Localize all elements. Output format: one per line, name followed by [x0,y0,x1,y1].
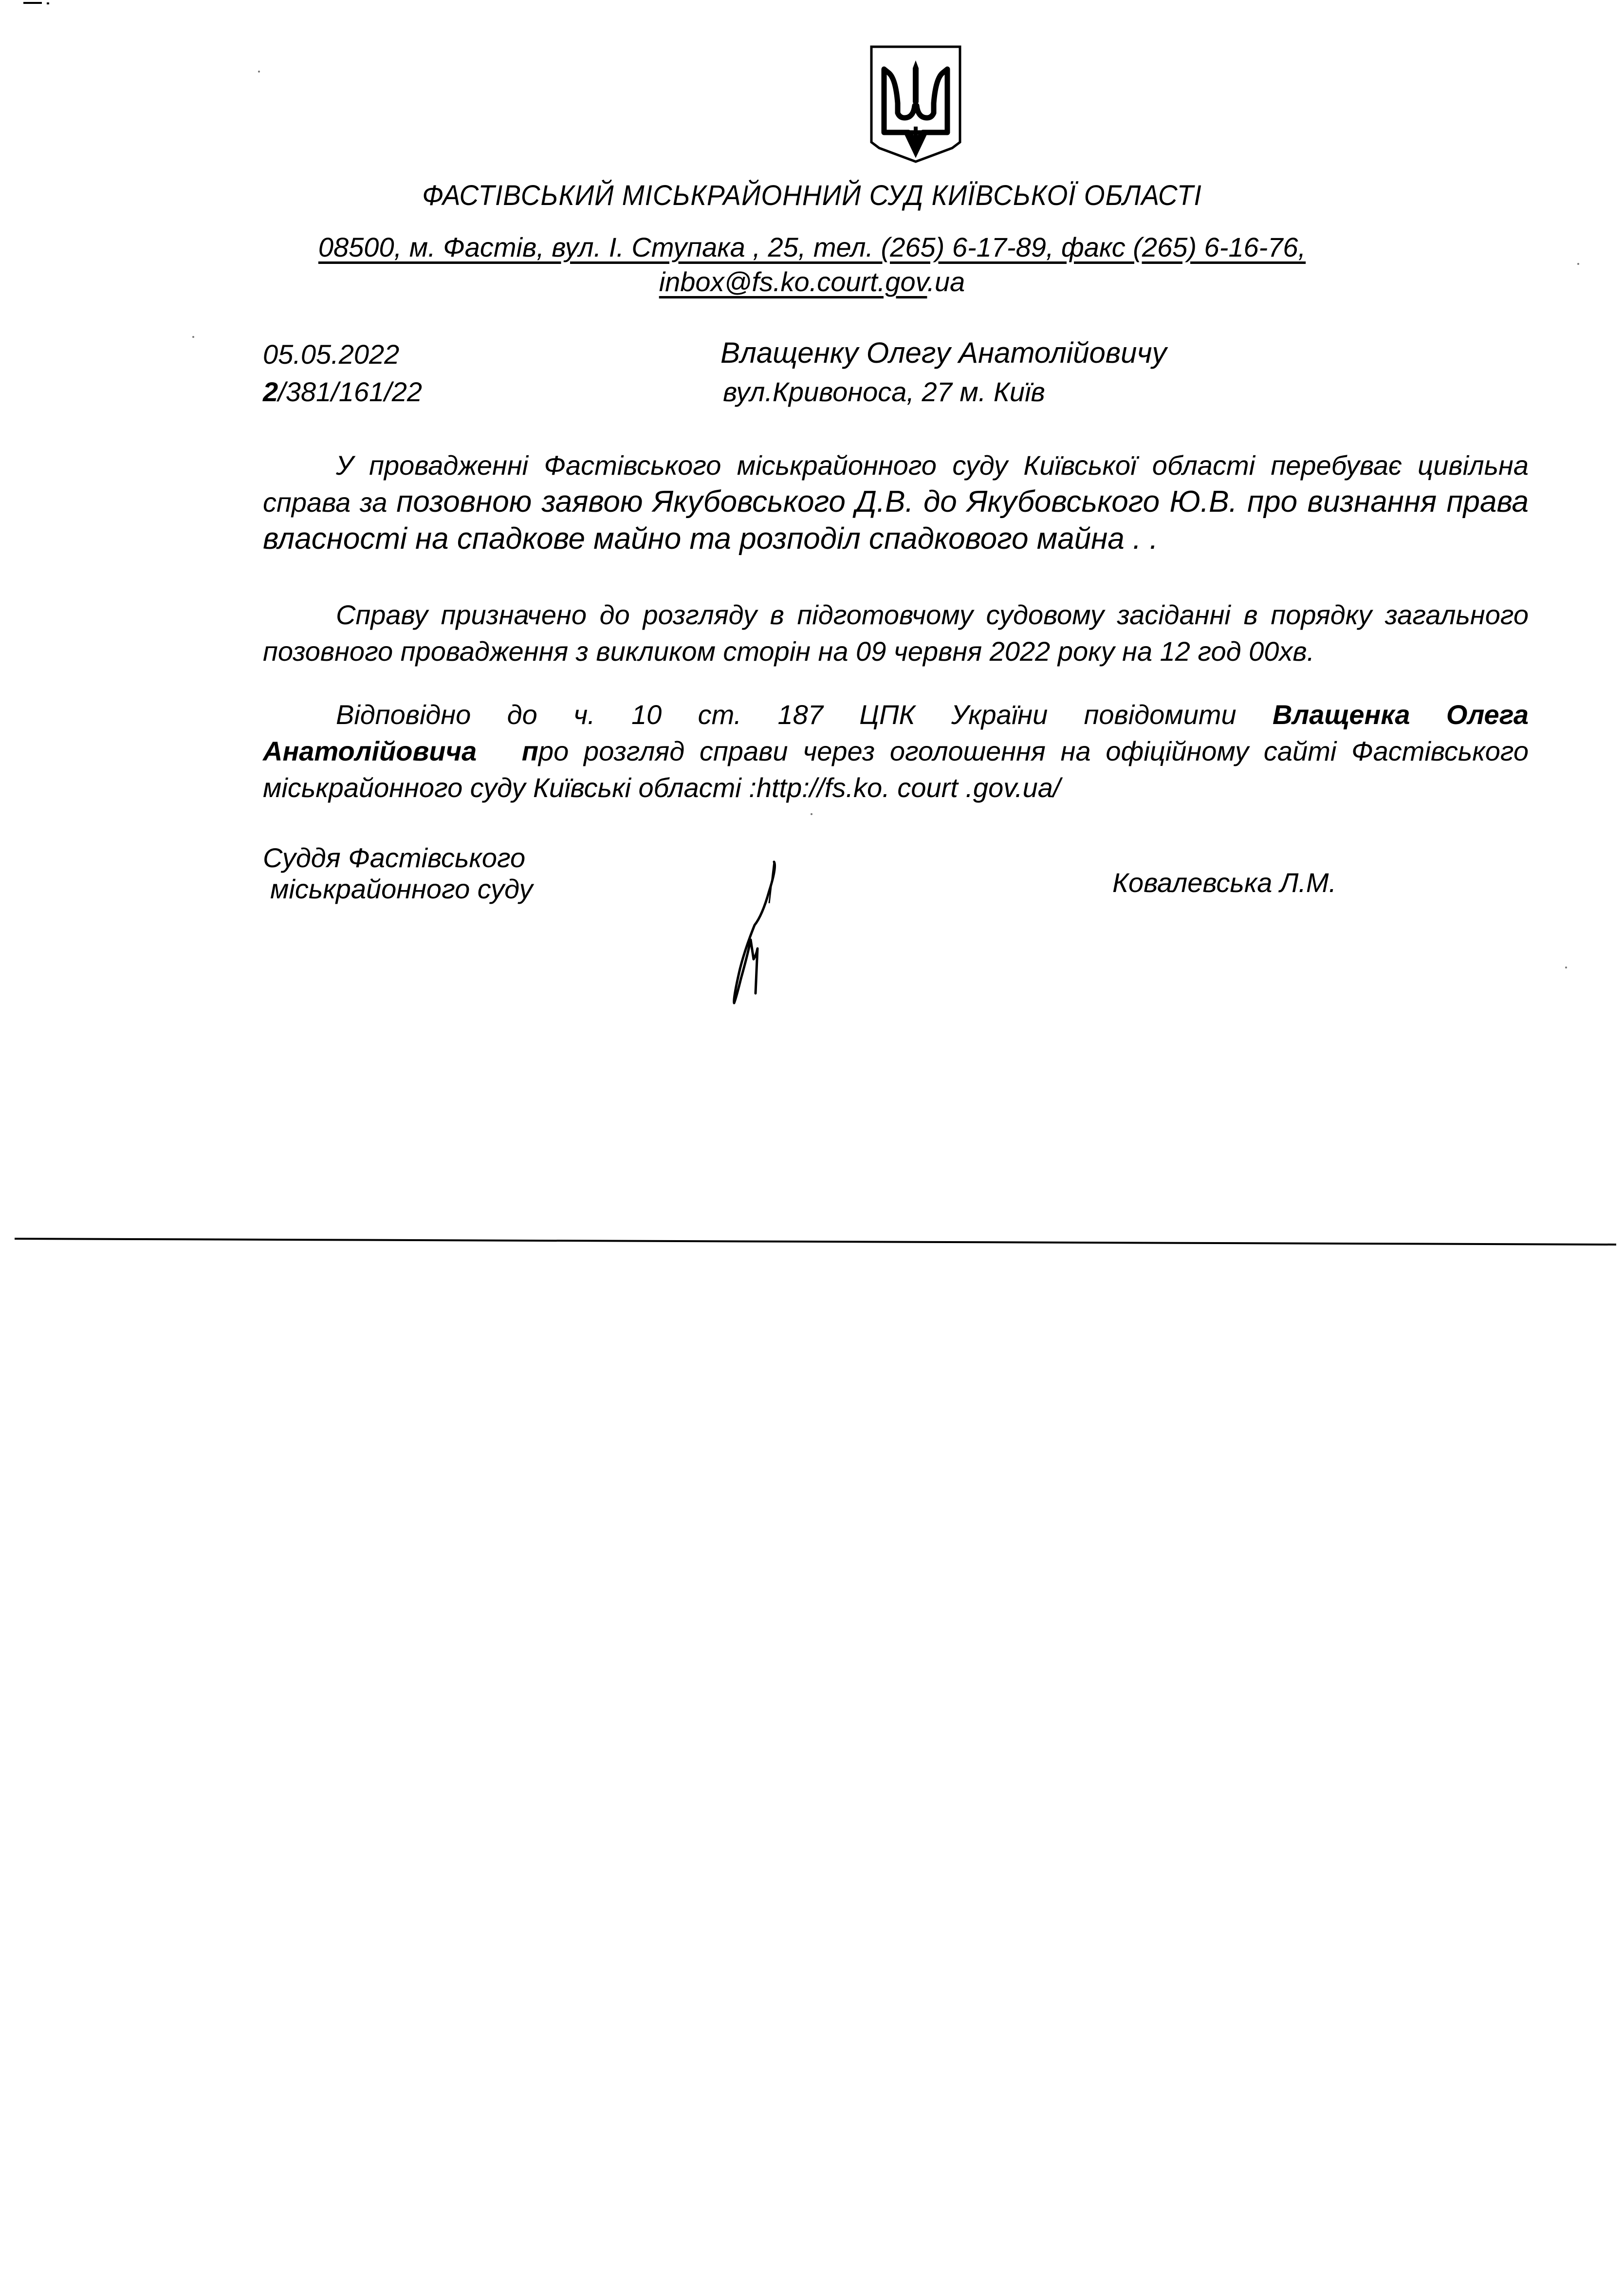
scan-artifact [23,2,42,4]
court-email-link[interactable]: inbox@fs.ko.court.gov [659,266,927,297]
court-email-suffix: .ua [927,266,965,297]
notification-end: ро розгляд справи через оголошення на офіційному сайті Фастівського міськрайонного суду Київські області :http://fs.ko. court .gov.ua/ [263,736,1529,803]
document-reference [263,376,422,408]
court-address: 08500, м. Фастів, вул. І. Ступака , 25, тел. (265) 6-17-89, факс (265) 6-16-76, [318,232,1306,262]
reference-prefix: 2 [263,376,278,407]
case-subject: позовною заявою Якубовського Д.В. до Якубовського Ю.В. про визнання права власності на спадкове майно та розподіл спадкового майна . . [263,485,1529,556]
recipient-address: вул.Кривоноса, 27 м. Київ [723,376,1045,407]
judge-title-line-1: Суддя Фастівського [263,842,526,873]
court-name: ФАСТІВСЬКИЙ МІСЬКРАЙОННИЙ СУД КИЇВСЬКОЇ ОБЛАСТІ [422,180,1202,211]
scan-speck [192,336,194,338]
paragraph-notification [263,696,1529,806]
notified-person: Влащенка Олега Анатолійовича [263,699,1529,766]
judge-title-line-2: міськрайонного суду [270,874,533,904]
ukraine-coat-of-arms-icon [869,45,962,164]
document-date: 05.05.2022 [263,339,400,370]
page-divider-line [15,1237,1616,1246]
judge-name: Ковалевська Л.М. [1112,867,1337,898]
hearing-schedule: Справу призначено до розгляду в підготовчому судовому засіданні в порядку загального позовного провадження з викликом сторін на 09 червня 2022 року на 12 год 00хв. [263,599,1529,667]
notification-bold-letter: п [521,736,538,766]
scan-speck [1565,967,1567,968]
handwritten-signature [672,857,798,1013]
court-email [0,266,1624,298]
reference-number: /381/161/22 [278,376,422,407]
scan-speck [1577,263,1579,265]
notification-start: Відповідно до ч. 10 ст. 187 ЦПК України повідомити [336,699,1273,730]
scan-speck [258,71,260,73]
paragraph-case-description [263,447,1529,558]
recipient-name: Влащенку Олегу Анатолійовичу [720,336,1167,369]
case-intro: У провадженні Фастівського міськрайонного суду Київської області перебуває цивільна справа за [263,450,1529,518]
paragraph-hearing-schedule [263,596,1529,670]
scan-artifact [47,2,49,4]
scan-speck [811,813,812,815]
